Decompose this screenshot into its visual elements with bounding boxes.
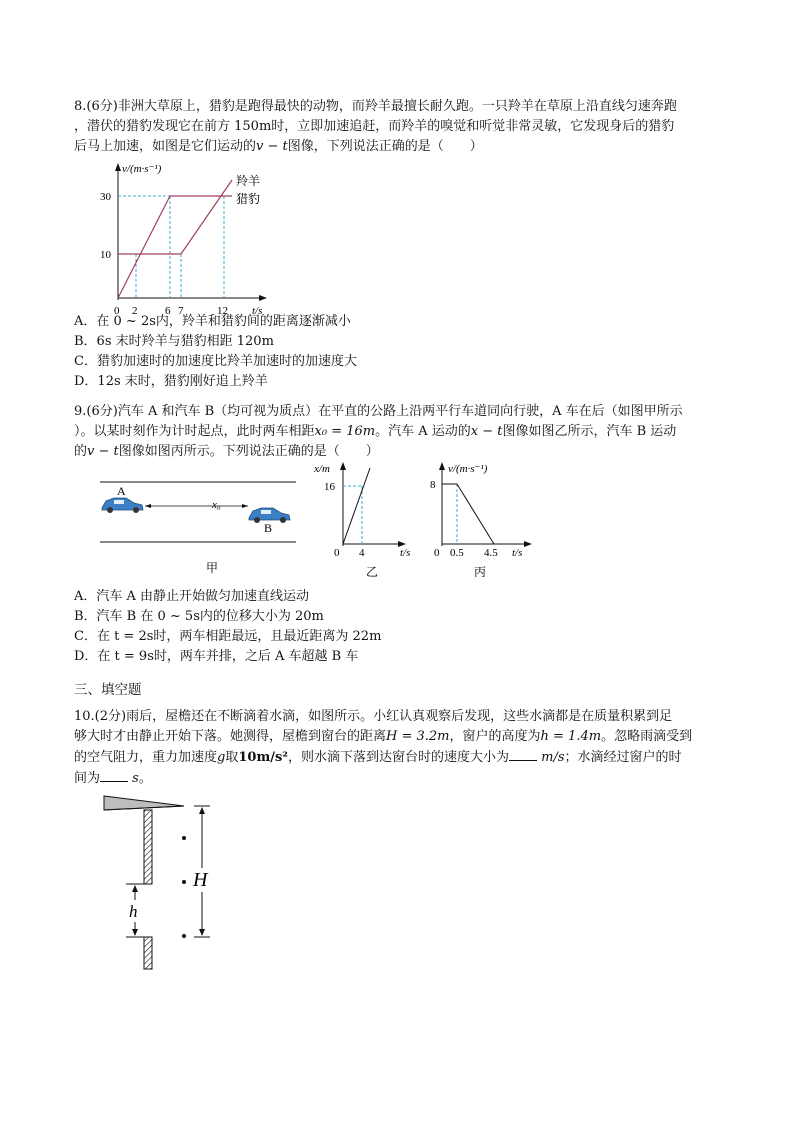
q9c-ytick-8: 8 <box>430 479 436 491</box>
question-8 <box>74 97 724 157</box>
q8-line-3: 后马上加速，如图是它们运动的v − t图像，下列说法正确的是（ ） <box>74 139 483 154</box>
q8-option-b: B．6s 末时羚羊与猎豹相距 120m <box>74 334 274 349</box>
q8-option-c: C．猎豹加速时的加速度比羚羊加速时的加速度大 <box>74 354 357 369</box>
q9-option-a: A．汽车 A 由静止开始做匀加速直线运动 <box>74 589 310 604</box>
q9-road-figure <box>96 470 301 580</box>
wall-lower <box>144 937 152 969</box>
q9b-xtick-4: 4 <box>359 547 365 559</box>
q9-label-x0: x₀ <box>212 499 221 511</box>
question-9 <box>74 402 724 462</box>
q8-ytick-10: 10 <box>100 249 111 261</box>
q9c-xtick-0.5: 0.5 <box>450 547 464 559</box>
q9-line-3: 的v − t图像如图丙所示。下列说法正确的是（ ） <box>74 444 379 459</box>
q8-line-1: 8.(6分)非洲大草原上，猎豹是跑得最快的动物，而羚羊最擅长耐久跑。一只羚羊在草原上沿直线匀速奔跑 <box>74 99 677 114</box>
q8-xlabel: t/s <box>252 305 263 317</box>
q10-label-H: H <box>193 869 208 891</box>
q9b-ylabel: x/m <box>314 463 330 475</box>
q9b-xtick-0: 0 <box>334 547 340 559</box>
q9-caption-bing: 丙 <box>474 565 487 579</box>
q9-line-2: ）。以某时刻作为计时起点，此时两车相距x₀ = 16m。汽车 A 运动的x − t图像如图乙所示，汽车 B 运动 <box>74 424 677 439</box>
q9c-xtick-4.5: 4.5 <box>484 547 498 559</box>
car-a-icon <box>102 498 143 513</box>
q10-eave-figure <box>96 780 226 975</box>
q10-line-1: 10.(2分)雨后，屋檐还在不断滴着水滴，如图所示。小红认真观察后发现，这些水滴都是在质量积累到足 <box>74 709 673 724</box>
q9-option-d: D．在 t = 9s时，两车并排，之后 A 车超越 B 车 <box>74 649 359 664</box>
q8-label-cheetah: 猎豹 <box>236 192 261 206</box>
q9-label-a: A <box>117 484 126 498</box>
q8-ytick-30: 30 <box>100 191 111 203</box>
q9-caption-jia: 甲 <box>206 561 219 575</box>
q9-label-b: B <box>264 521 273 535</box>
q8-line-2: ，潜伏的猎豹发现它在前方 150m时，立即加速追赶，而羚羊的嗅觉和听觉非常灵敏，它发现身后的猎豹 <box>74 119 675 134</box>
q9-caption-yi: 乙 <box>366 565 379 579</box>
q8-vt-graph <box>92 158 282 317</box>
q9b-xlabel: t/s <box>400 547 411 559</box>
q8-xtick-6: 6 <box>165 305 171 317</box>
q8-xtick-2: 2 <box>132 305 138 317</box>
q9c-xtick-0: 0 <box>434 547 440 559</box>
q8-option-d: D．12s 末时，猎豹刚好追上羚羊 <box>74 374 268 389</box>
wall-upper <box>144 810 152 884</box>
q8-xtick-7: 7 <box>178 305 184 317</box>
q10-label-h: h <box>129 902 138 921</box>
q9-option-b: B．汽车 B 在 0 ~ 5s内的位移大小为 20m <box>74 609 324 624</box>
q9-option-c: C．在 t = 2s时，两车相距最远，且最近距离为 22m <box>74 629 382 644</box>
question-10 <box>74 707 724 789</box>
q9c-ylabel: v/(m·s⁻¹) <box>448 463 488 475</box>
q10-blank-1[interactable] <box>509 747 537 761</box>
q8-label-antelope: 羚羊 <box>236 174 261 188</box>
q8-ylabel: v/(m·s⁻¹) <box>122 163 162 175</box>
q10-line-4: 间为 s。 <box>74 768 724 789</box>
q9b-ytick-16: 16 <box>324 481 335 493</box>
q10-line-3: 的空气阻力，重力加速度g取10m/s²，则水滴下落到达窗台时的速度大小为 m/s；水滴经过窗户的时 <box>74 747 724 768</box>
section-fill-blank: 三、填空题 <box>74 682 142 698</box>
q10-line-2: 够大时才由静止开始下落。她测得，屋檐到窗台的距离H = 3.2m，窗户的高度为h = 1.4m。忽略雨滴受到 <box>74 729 693 744</box>
q8-xtick-12: 12 <box>217 305 228 317</box>
q9c-xlabel: t/s <box>512 547 523 559</box>
q9-line-1: 9.(6分)汽车 A 和汽车 B（均可视为质点）在平直的公路上沿两平行车道同向行驶，A 车在后（如图甲所示 <box>74 404 683 419</box>
q9-vt-graph <box>428 460 543 580</box>
q8-xtick-0: 0 <box>114 305 120 317</box>
q9-xt-graph <box>310 460 420 580</box>
q8-option-a: A．在 0 ~ 2s内，羚羊和猎豹间的距离逐渐减小 <box>74 314 351 329</box>
